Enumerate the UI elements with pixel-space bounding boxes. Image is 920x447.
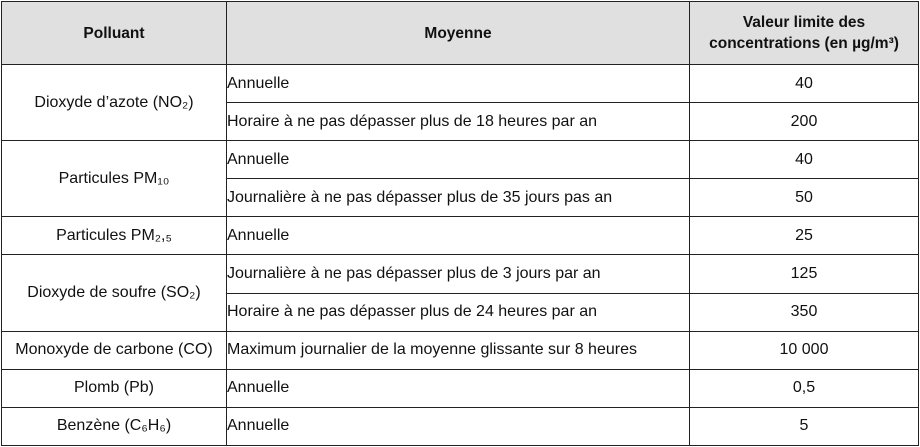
valeur-cell: 40	[690, 141, 919, 179]
moyenne-cell: Annuelle	[227, 65, 690, 103]
valeur-cell: 200	[690, 103, 919, 141]
pollutant-cell: Plomb (Pb)	[2, 369, 227, 407]
pollutant-limits-table	[1, 1, 919, 446]
header-valeur-line2: concentrations (en µg/m³)	[709, 35, 899, 52]
moyenne-cell: Horaire à ne pas dépasser plus de 24 heures par an	[227, 293, 690, 331]
valeur-cell: 0,5	[690, 369, 919, 407]
valeur-cell: 40	[690, 65, 919, 103]
pollutant-cell: Benzène (C₆H₆)	[2, 407, 227, 445]
table-row	[2, 331, 919, 369]
moyenne-cell: Annuelle	[227, 407, 690, 445]
valeur-cell: 350	[690, 293, 919, 331]
header-moyenne: Moyenne	[227, 2, 690, 65]
valeur-cell: 125	[690, 255, 919, 293]
moyenne-cell: Journalière à ne pas dépasser plus de 3 jours par an	[227, 255, 690, 293]
moyenne-cell: Annuelle	[227, 141, 690, 179]
header-pollutant: Polluant	[2, 2, 227, 65]
header-row	[2, 2, 919, 65]
valeur-cell: 10 000	[690, 331, 919, 369]
pollutant-cell: Dioxyde d’azote (NO₂)	[2, 65, 227, 141]
pollutant-cell: Dioxyde de soufre (SO₂)	[2, 255, 227, 331]
table-row	[2, 255, 919, 293]
moyenne-cell: Horaire à ne pas dépasser plus de 18 heures par an	[227, 103, 690, 141]
table-row	[2, 217, 919, 255]
valeur-cell: 25	[690, 217, 919, 255]
table-header	[2, 2, 919, 65]
moyenne-cell: Annuelle	[227, 217, 690, 255]
pollutant-cell: Particules PM₁₀	[2, 141, 227, 217]
table-body	[2, 65, 919, 446]
table-row	[2, 407, 919, 445]
valeur-cell: 50	[690, 179, 919, 217]
table-row	[2, 141, 919, 179]
table-row	[2, 65, 919, 103]
moyenne-cell: Journalière à ne pas dépasser plus de 35 jours pas an	[227, 179, 690, 217]
pollutant-cell: Monoxyde de carbone (CO)	[2, 331, 227, 369]
pollutant-cell: Particules PM₂,₅	[2, 217, 227, 255]
moyenne-cell: Maximum journalier de la moyenne glissante sur 8 heures	[227, 331, 690, 369]
valeur-cell: 5	[690, 407, 919, 445]
header-valeur	[690, 2, 919, 65]
moyenne-cell: Annuelle	[227, 369, 690, 407]
header-valeur-line1: Valeur limite des	[742, 14, 866, 31]
table-row	[2, 369, 919, 407]
